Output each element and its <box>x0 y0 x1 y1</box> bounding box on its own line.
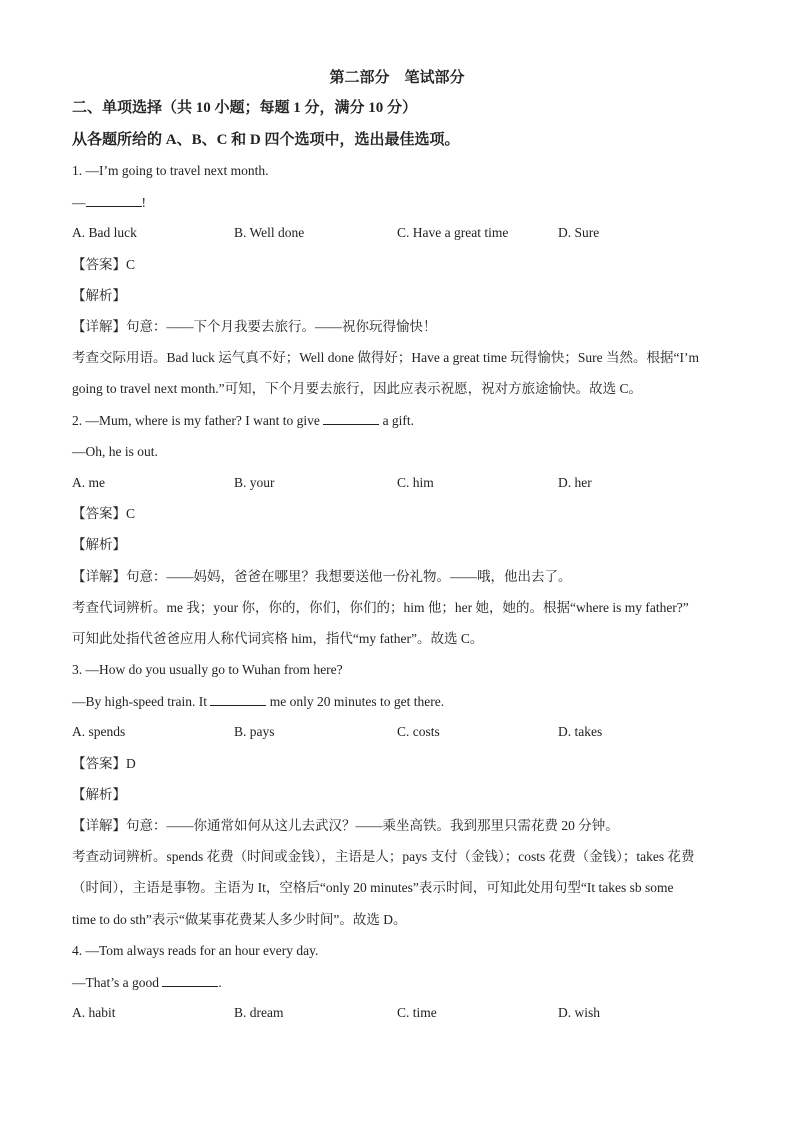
section-instruction: 从各题所给的 A、B、C 和 D 四个选项中，选出最佳选项。 <box>72 132 460 148</box>
detail-text: 句意：——你通常如何从这儿去武汉？——乘坐高铁。我到那里只需花费 20 分钟。 <box>126 818 619 833</box>
question-4-option-c: C. time <box>397 1005 437 1020</box>
question-3-detail <box>72 817 619 835</box>
question-3-option-a: A. spends <box>72 724 126 739</box>
question-4-response <box>72 973 222 992</box>
response-end: me only 20 minutes to get there. <box>269 694 445 709</box>
prompt-start: 2. —Mum, where is my father? I want to give <box>72 413 320 428</box>
question-1-option-a: A. Bad luck <box>72 225 137 240</box>
detail-label: 【详解】 <box>72 818 126 833</box>
question-2-option-c: C. him <box>397 475 434 490</box>
response-start: —By high-speed train. It <box>72 694 207 709</box>
detail-label: 【详解】 <box>72 569 126 584</box>
answer-label: 【答案】 <box>72 756 126 771</box>
question-2-detail <box>72 568 572 586</box>
question-1-response <box>72 193 146 212</box>
detail-label: 【详解】 <box>72 319 126 334</box>
question-3-explanation-line-3: time to do sth”表示“做某事花费某人多少时间”。故选 D。 <box>72 912 407 927</box>
answer-value: D <box>126 756 136 771</box>
answer-label: 【答案】 <box>72 257 126 272</box>
question-3-explanation-line-1: 考查动词辨析。spends 花费（时间或金钱），主语是人；pays 支付（金钱）；costs 花费（金钱）；takes 花费 <box>72 849 695 864</box>
question-2-explanation-line-2: 可知此处指代爸爸应用人称代词宾格 him，指代“my father”。故选 C。 <box>72 631 484 646</box>
answer-label: 【答案】 <box>72 506 126 521</box>
question-4-option-b: B. dream <box>234 1005 284 1020</box>
question-2-answer <box>72 505 135 523</box>
prompt-end: a gift. <box>382 413 415 428</box>
question-1-option-d: D. Sure <box>558 225 600 240</box>
section-heading: 二、单项选择（共 10 小题；每题 1 分，满分 10 分） <box>72 100 418 116</box>
response-end: ! <box>141 195 146 210</box>
question-1-option-c: C. Have a great time <box>397 225 509 240</box>
answer-blank <box>86 193 142 207</box>
question-2-prompt <box>72 411 414 430</box>
answer-value: C <box>126 506 136 521</box>
question-1-explanation-line-1: 考查交际用语。Bad luck 运气真不好；Well done 做得好；Have a great time 玩得愉快；Sure 当然。根据“I’m <box>72 350 699 365</box>
response-end: . <box>218 975 222 990</box>
question-4-prompt: 4. —Tom always reads for an hour every day. <box>72 943 319 958</box>
response-start: —That’s a good <box>72 975 159 990</box>
answer-value: C <box>126 257 136 272</box>
question-1-option-b: B. Well done <box>234 225 305 240</box>
answer-blank <box>162 973 218 987</box>
question-3-option-b: B. pays <box>234 724 275 739</box>
question-1-prompt: 1. —I’m going to travel next month. <box>72 163 269 178</box>
question-2-response: —Oh, he is out. <box>72 444 158 459</box>
question-1-analysis-label: 【解析】 <box>72 288 126 303</box>
question-2-option-a: A. me <box>72 475 105 490</box>
answer-blank <box>323 411 379 425</box>
response-dash: — <box>72 195 86 210</box>
question-3-explanation-line-2: （时间），主语是事物。主语为 It，空格后“only 20 minutes”表示时间，可知此处用句型“It takes sb some <box>72 880 674 895</box>
question-1-detail <box>72 318 437 336</box>
question-3-prompt: 3. —How do you usually go to Wuhan from here? <box>72 662 343 677</box>
question-4-option-d: D. wish <box>558 1005 601 1020</box>
detail-text: 句意：——下个月我要去旅行。——祝你玩得愉快！ <box>126 319 437 334</box>
detail-text: 句意：——妈妈，爸爸在哪里？我想要送他一份礼物。——哦，他出去了。 <box>126 569 572 584</box>
question-3-analysis-label: 【解析】 <box>72 787 126 802</box>
question-4-option-a: A. habit <box>72 1005 116 1020</box>
question-3-option-c: C. costs <box>397 724 440 739</box>
page-title: 第二部分 笔试部分 <box>329 70 465 86</box>
question-1-answer <box>72 256 135 274</box>
question-2-option-d: D. her <box>558 475 592 490</box>
answer-blank <box>210 692 266 706</box>
question-3-answer <box>72 755 136 773</box>
question-2-analysis-label: 【解析】 <box>72 537 126 552</box>
question-1-explanation-line-2: going to travel next month.”可知，下个月要去旅行，因此应表示祝愿，祝对方旅途愉快。故选 C。 <box>72 381 642 396</box>
question-2-explanation-line-1: 考查代词辨析。me 我；your 你，你的，你们，你们的；him 他；her 她，她的。根据“where is my father?” <box>72 600 689 615</box>
question-2-option-b: B. your <box>234 475 275 490</box>
question-3-response <box>72 692 444 711</box>
question-3-option-d: D. takes <box>558 724 603 739</box>
